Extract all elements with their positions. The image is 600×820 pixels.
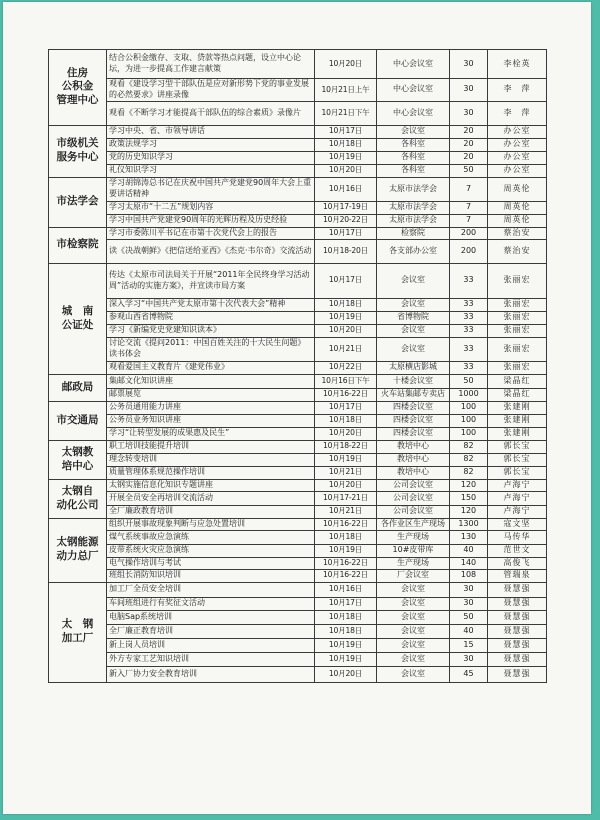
activity-cell: 礼仪知识学习 <box>107 164 315 177</box>
place-cell: 各作业区生产现场 <box>377 518 450 530</box>
date-cell: 10月20日 <box>315 324 377 337</box>
unit-name-cell <box>49 374 107 401</box>
date-cell: 10月16日 <box>315 177 377 201</box>
count-cell: 82 <box>450 466 488 479</box>
activity-cell: 全厂廉政教育培训 <box>107 505 315 518</box>
table-row <box>49 652 547 666</box>
place-cell: 各科室 <box>377 164 450 177</box>
unit-name-line: 市检察院 <box>56 238 99 251</box>
count-cell: 140 <box>450 557 488 569</box>
activity-cell: 班组长消防知识培训 <box>107 569 315 582</box>
place-cell: 会议室 <box>377 582 450 597</box>
table-row <box>49 101 547 125</box>
count-cell: 50 <box>450 164 488 177</box>
person-cell: 聂慧强 <box>488 610 547 624</box>
person-cell: 张丽宏 <box>488 311 547 324</box>
date-cell: 10月18日 <box>315 298 377 311</box>
table-row <box>49 361 547 374</box>
activity-cell: 电气操作培训与考试 <box>107 557 315 569</box>
count-cell: 50 <box>450 610 488 624</box>
place-cell: 太原市法学会 <box>377 214 450 227</box>
table-row <box>49 453 547 466</box>
unit-name-line: 培中心 <box>61 459 94 472</box>
person-cell: 李栓英 <box>488 50 547 79</box>
person-cell: 办公室 <box>488 125 547 138</box>
person-cell: 卢海宁 <box>488 505 547 518</box>
count-cell: 45 <box>450 666 488 682</box>
person-cell: 张丽宏 <box>488 361 547 374</box>
table-row <box>49 138 547 151</box>
table-row <box>49 518 547 530</box>
person-cell: 马传华 <box>488 530 547 544</box>
count-cell: 108 <box>450 569 488 582</box>
table-row <box>49 414 547 427</box>
person-cell: 李 萍 <box>488 101 547 125</box>
count-cell: 7 <box>450 214 488 227</box>
unit-name-cell <box>49 440 107 479</box>
date-cell: 10月21日下午 <box>315 101 377 125</box>
date-cell: 10月17日 <box>315 597 377 610</box>
date-cell: 10月20日 <box>315 479 377 491</box>
count-cell: 20 <box>450 138 488 151</box>
table-row <box>49 214 547 227</box>
person-cell: 周英伦 <box>488 201 547 214</box>
table-row <box>49 164 547 177</box>
activity-cell: 全厂廉正教育培训 <box>107 624 315 638</box>
unit-name-cell <box>49 479 107 518</box>
table-row <box>49 298 547 311</box>
count-cell: 30 <box>450 652 488 666</box>
person-cell: 张丽宏 <box>488 298 547 311</box>
table-row <box>49 201 547 214</box>
date-cell: 10月18-22日 <box>315 440 377 453</box>
table-row <box>49 239 547 263</box>
count-cell: 1300 <box>450 518 488 530</box>
place-cell: 中心会议室 <box>377 79 450 102</box>
person-cell: 范世文 <box>488 544 547 557</box>
table-row <box>49 177 547 201</box>
table-row <box>49 337 547 361</box>
table-row <box>49 374 547 388</box>
activity-cell: 电脑Sap系统培训 <box>107 610 315 624</box>
place-cell: 厂会议室 <box>377 569 450 582</box>
count-cell: 33 <box>450 298 488 311</box>
count-cell: 30 <box>450 597 488 610</box>
count-cell: 33 <box>450 263 488 298</box>
count-cell: 15 <box>450 638 488 652</box>
count-cell: 100 <box>450 401 488 414</box>
count-cell: 120 <box>450 505 488 518</box>
table-row <box>49 388 547 401</box>
count-cell: 33 <box>450 361 488 374</box>
table-row <box>49 530 547 544</box>
person-cell: 郭长宝 <box>488 466 547 479</box>
person-cell: 郭长宝 <box>488 453 547 466</box>
activity-cell: 开展全员安全再培训交流活动 <box>107 491 315 505</box>
place-cell: 公司会议室 <box>377 505 450 518</box>
place-cell: 各科室 <box>377 151 450 164</box>
person-cell: 郭长宝 <box>488 440 547 453</box>
date-cell: 10月16日 <box>315 582 377 597</box>
date-cell: 10月16-22日 <box>315 518 377 530</box>
place-cell: 会议室 <box>377 624 450 638</box>
table-row <box>49 624 547 638</box>
count-cell: 100 <box>450 414 488 427</box>
date-cell: 10月17日 <box>315 263 377 298</box>
person-cell: 张建刚 <box>488 427 547 440</box>
count-cell: 82 <box>450 440 488 453</box>
table-row <box>49 427 547 440</box>
person-cell: 蔡治安 <box>488 227 547 239</box>
count-cell: 200 <box>450 227 488 239</box>
count-cell: 30 <box>450 582 488 597</box>
table-row <box>49 401 547 414</box>
activity-cell: 集邮文化知识讲座 <box>107 374 315 388</box>
count-cell: 7 <box>450 177 488 201</box>
count-cell: 30 <box>450 101 488 125</box>
date-cell: 10月18日 <box>315 414 377 427</box>
unit-name-line: 太钢能源 <box>56 536 99 549</box>
place-cell: 太原市法学会 <box>377 177 450 201</box>
place-cell: 会议室 <box>377 337 450 361</box>
table-row <box>49 311 547 324</box>
unit-name-line: 管理中心 <box>56 94 99 107</box>
place-cell: 太原横店影城 <box>377 361 450 374</box>
date-cell: 10月18日 <box>315 624 377 638</box>
date-cell: 10月21日 <box>315 505 377 518</box>
date-cell: 10月21日 <box>315 337 377 361</box>
activity-cell: 公务员业务知识讲座 <box>107 414 315 427</box>
activity-cell: 组织开展事故现象判断与应急处置培训 <box>107 518 315 530</box>
table-row <box>49 125 547 138</box>
person-cell: 聂慧强 <box>488 652 547 666</box>
unit-name-line: 加工厂 <box>61 632 94 645</box>
count-cell: 33 <box>450 337 488 361</box>
count-cell: 100 <box>450 427 488 440</box>
date-cell: 10月17日 <box>315 125 377 138</box>
table-row <box>49 227 547 239</box>
count-cell: 40 <box>450 624 488 638</box>
activity-cell: 讨论交流《提问2011：中国百姓关注的十大民生问题》读书体会 <box>107 337 315 361</box>
person-cell: 管瑞泉 <box>488 569 547 582</box>
place-cell: 四楼会议室 <box>377 427 450 440</box>
person-cell: 聂慧强 <box>488 624 547 638</box>
date-cell: 10月20日 <box>315 666 377 682</box>
place-cell: 会议室 <box>377 324 450 337</box>
place-cell: 十楼会议室 <box>377 374 450 388</box>
unit-name-line: 太钢教 <box>61 445 94 458</box>
activity-cell: 学习太原市“十二五”规划内容 <box>107 201 315 214</box>
unit-name-cell <box>49 263 107 374</box>
table-row <box>49 324 547 337</box>
activity-cell: 观看《建设学习型干部队伍是应对新形势下党的事业发展的必然要求》讲座录像 <box>107 79 315 102</box>
unit-name-line: 太 钢 <box>61 618 94 631</box>
date-cell: 10月21日上午 <box>315 79 377 102</box>
unit-name-line: 动化公司 <box>56 498 99 511</box>
activity-cell: 党的历史知识学习 <box>107 151 315 164</box>
person-cell: 卢海宁 <box>488 479 547 491</box>
document-page <box>3 2 591 814</box>
table-row <box>49 557 547 569</box>
unit-name-line: 市级机关 <box>56 137 99 150</box>
person-cell: 办公室 <box>488 164 547 177</box>
date-cell: 10月16-22日 <box>315 557 377 569</box>
date-cell: 10月19日 <box>315 151 377 164</box>
count-cell: 1000 <box>450 388 488 401</box>
place-cell: 生产现场 <box>377 530 450 544</box>
unit-name-line: 动力总厂 <box>56 550 99 563</box>
date-cell: 10月18日 <box>315 610 377 624</box>
place-cell: 生产现场 <box>377 557 450 569</box>
date-cell: 10月19日 <box>315 544 377 557</box>
activity-cell: 煤气系统事故应急演练 <box>107 530 315 544</box>
place-cell: 火车站集邮专卖店 <box>377 388 450 401</box>
table-row <box>49 479 547 491</box>
activity-cell: 加工厂全员安全培训 <box>107 582 315 597</box>
count-cell: 30 <box>450 79 488 102</box>
activity-cell: 新入厂协力安全教育培训 <box>107 666 315 682</box>
person-cell: 卢海宁 <box>488 491 547 505</box>
place-cell: 教培中心 <box>377 440 450 453</box>
activity-cell: 传达《太原市司法局关于开展“2011年全民终身学习活动周”活动的实施方案》，并宣读市局方案 <box>107 263 315 298</box>
unit-name-cell <box>49 518 107 582</box>
date-cell: 10月17-19日 <box>315 201 377 214</box>
place-cell: 中心会议室 <box>377 101 450 125</box>
person-cell: 李 萍 <box>488 79 547 102</box>
person-cell: 张建刚 <box>488 414 547 427</box>
person-cell: 办公室 <box>488 151 547 164</box>
place-cell: 各支部办公室 <box>377 239 450 263</box>
date-cell: 10月20日 <box>315 164 377 177</box>
person-cell: 办公室 <box>488 138 547 151</box>
place-cell: 四楼会议室 <box>377 414 450 427</box>
date-cell: 10月16-22日 <box>315 569 377 582</box>
activity-cell: 深入学习“中国共产党太原市第十次代表大会”精神 <box>107 298 315 311</box>
place-cell: 太原市法学会 <box>377 201 450 214</box>
date-cell: 10月20日 <box>315 427 377 440</box>
date-cell: 10月20-22日 <box>315 214 377 227</box>
person-cell: 张丽宏 <box>488 263 547 298</box>
place-cell: 公司会议室 <box>377 491 450 505</box>
table-row <box>49 79 547 102</box>
count-cell: 130 <box>450 530 488 544</box>
date-cell: 10月17日 <box>315 401 377 414</box>
activity-cell: 皮带系统火灾应急演练 <box>107 544 315 557</box>
activity-cell: 邮票展览 <box>107 388 315 401</box>
activity-cell: 观看《不断学习才能提高干部队伍的综合素质》录像片 <box>107 101 315 125</box>
date-cell: 10月21日 <box>315 466 377 479</box>
count-cell: 30 <box>450 50 488 79</box>
unit-name-cell <box>49 50 107 126</box>
schedule-table-body <box>49 50 547 683</box>
unit-name-line: 住房 <box>67 66 88 79</box>
person-cell: 高俊飞 <box>488 557 547 569</box>
table-row <box>49 666 547 682</box>
activity-cell: 学习胡锦涛总书记在庆祝中国共产党建党90周年大会上重要讲话精神 <box>107 177 315 201</box>
date-cell: 10月19日 <box>315 453 377 466</box>
activity-cell: 政策法规学习 <box>107 138 315 151</box>
person-cell: 梁晶红 <box>488 374 547 388</box>
table-row <box>49 569 547 582</box>
person-cell: 梁晶红 <box>488 388 547 401</box>
date-cell: 10月16-22日 <box>315 388 377 401</box>
activity-cell: 学习《新编党史党建知识读本》 <box>107 324 315 337</box>
table-row <box>49 610 547 624</box>
activity-cell: 质量管理体系规范操作培训 <box>107 466 315 479</box>
date-cell: 10月18日 <box>315 138 377 151</box>
unit-name-cell <box>49 177 107 227</box>
date-cell: 10月22日 <box>315 361 377 374</box>
person-cell: 聂慧强 <box>488 666 547 682</box>
place-cell: 会议室 <box>377 263 450 298</box>
unit-name-cell <box>49 582 107 682</box>
date-cell: 10月16日下午 <box>315 374 377 388</box>
place-cell: 教培中心 <box>377 466 450 479</box>
person-cell: 周英伦 <box>488 177 547 201</box>
date-cell: 10月19日 <box>315 638 377 652</box>
place-cell: 省博物院 <box>377 311 450 324</box>
date-cell: 10月19日 <box>315 652 377 666</box>
place-cell: 10#皮带库 <box>377 544 450 557</box>
place-cell: 公司会议室 <box>377 479 450 491</box>
person-cell: 周英伦 <box>488 214 547 227</box>
place-cell: 会议室 <box>377 652 450 666</box>
activity-cell: 外方专家工艺知识培训 <box>107 652 315 666</box>
place-cell: 中心会议室 <box>377 50 450 79</box>
date-cell: 10月17-21日 <box>315 491 377 505</box>
unit-name-line: 太钢自 <box>61 484 94 497</box>
person-cell: 张丽宏 <box>488 324 547 337</box>
unit-name-line: 公证处 <box>61 318 94 331</box>
person-cell: 蔡治安 <box>488 239 547 263</box>
place-cell: 会议室 <box>377 638 450 652</box>
table-row <box>49 491 547 505</box>
table-row <box>49 582 547 597</box>
date-cell: 10月19日 <box>315 311 377 324</box>
place-cell: 会议室 <box>377 125 450 138</box>
unit-name-line: 城 南 <box>61 304 94 317</box>
count-cell: 40 <box>450 544 488 557</box>
date-cell: 10月18日 <box>315 530 377 544</box>
date-cell: 10月20日 <box>315 50 377 79</box>
activity-cell: 车间班组进行有奖征文活动 <box>107 597 315 610</box>
unit-name-line: 市交通局 <box>56 413 99 426</box>
unit-name-cell <box>49 125 107 177</box>
activity-cell: 观看爱国主义教育片《建党伟业》 <box>107 361 315 374</box>
table-row <box>49 440 547 453</box>
person-cell: 聂慧强 <box>488 638 547 652</box>
activity-cell: 参观山西省博物院 <box>107 311 315 324</box>
date-cell: 10月17日 <box>315 227 377 239</box>
count-cell: 33 <box>450 324 488 337</box>
activity-cell: 学习中央、省、市领导讲话 <box>107 125 315 138</box>
place-cell: 会议室 <box>377 597 450 610</box>
activity-cell: 新上岗人员培训 <box>107 638 315 652</box>
date-cell: 10月18-20日 <box>315 239 377 263</box>
table-row <box>49 544 547 557</box>
count-cell: 20 <box>450 125 488 138</box>
activity-cell: 读《决战朝鲜》《把信送给亚西》《杰克·韦尔奇》交流活动 <box>107 239 315 263</box>
unit-name-line: 公积金 <box>61 80 94 93</box>
count-cell: 200 <box>450 239 488 263</box>
unit-name-cell <box>49 227 107 263</box>
person-cell: 寇文坚 <box>488 518 547 530</box>
person-cell: 聂慧强 <box>488 597 547 610</box>
count-cell: 150 <box>450 491 488 505</box>
person-cell: 聂慧强 <box>488 582 547 597</box>
place-cell: 各科室 <box>377 138 450 151</box>
unit-name-cell <box>49 401 107 440</box>
activity-cell: 结合公积金缴存、支取、贷款等热点问题，设立中心论坛，为进一步提高工作建言献策 <box>107 50 315 79</box>
activity-cell: 理念转变培训 <box>107 453 315 466</box>
place-cell: 教培中心 <box>377 453 450 466</box>
place-cell: 四楼会议室 <box>377 401 450 414</box>
unit-name-line: 市法学会 <box>56 195 99 208</box>
count-cell: 50 <box>450 374 488 388</box>
table-row <box>49 638 547 652</box>
unit-name-line: 邮政局 <box>61 380 94 393</box>
count-cell: 82 <box>450 453 488 466</box>
table-row <box>49 505 547 518</box>
table-row <box>49 151 547 164</box>
place-cell: 会议室 <box>377 298 450 311</box>
table-row <box>49 597 547 610</box>
place-cell: 检察院 <box>377 227 450 239</box>
person-cell: 张丽宏 <box>488 337 547 361</box>
activity-cell: 公务员通用能力讲座 <box>107 401 315 414</box>
table-row <box>49 466 547 479</box>
count-cell: 20 <box>450 151 488 164</box>
count-cell: 7 <box>450 201 488 214</box>
table-row <box>49 50 547 79</box>
activity-cell: 太钢实施信息化知识专题讲座 <box>107 479 315 491</box>
activity-cell: 职工培训技能提升培训 <box>107 440 315 453</box>
activity-schedule-table <box>48 49 547 683</box>
activity-cell: 学习“让转型发展的成果惠及民生” <box>107 427 315 440</box>
count-cell: 33 <box>450 311 488 324</box>
count-cell: 120 <box>450 479 488 491</box>
activity-cell: 学习中国共产党建党90周年的光辉历程及历史经验 <box>107 214 315 227</box>
place-cell: 会议室 <box>377 666 450 682</box>
place-cell: 会议室 <box>377 610 450 624</box>
unit-name-line: 服务中心 <box>56 151 99 164</box>
activity-cell: 学习市委陈川平书记在市第十次党代会上的报告 <box>107 227 315 239</box>
person-cell: 张建刚 <box>488 401 547 414</box>
table-row <box>49 263 547 298</box>
